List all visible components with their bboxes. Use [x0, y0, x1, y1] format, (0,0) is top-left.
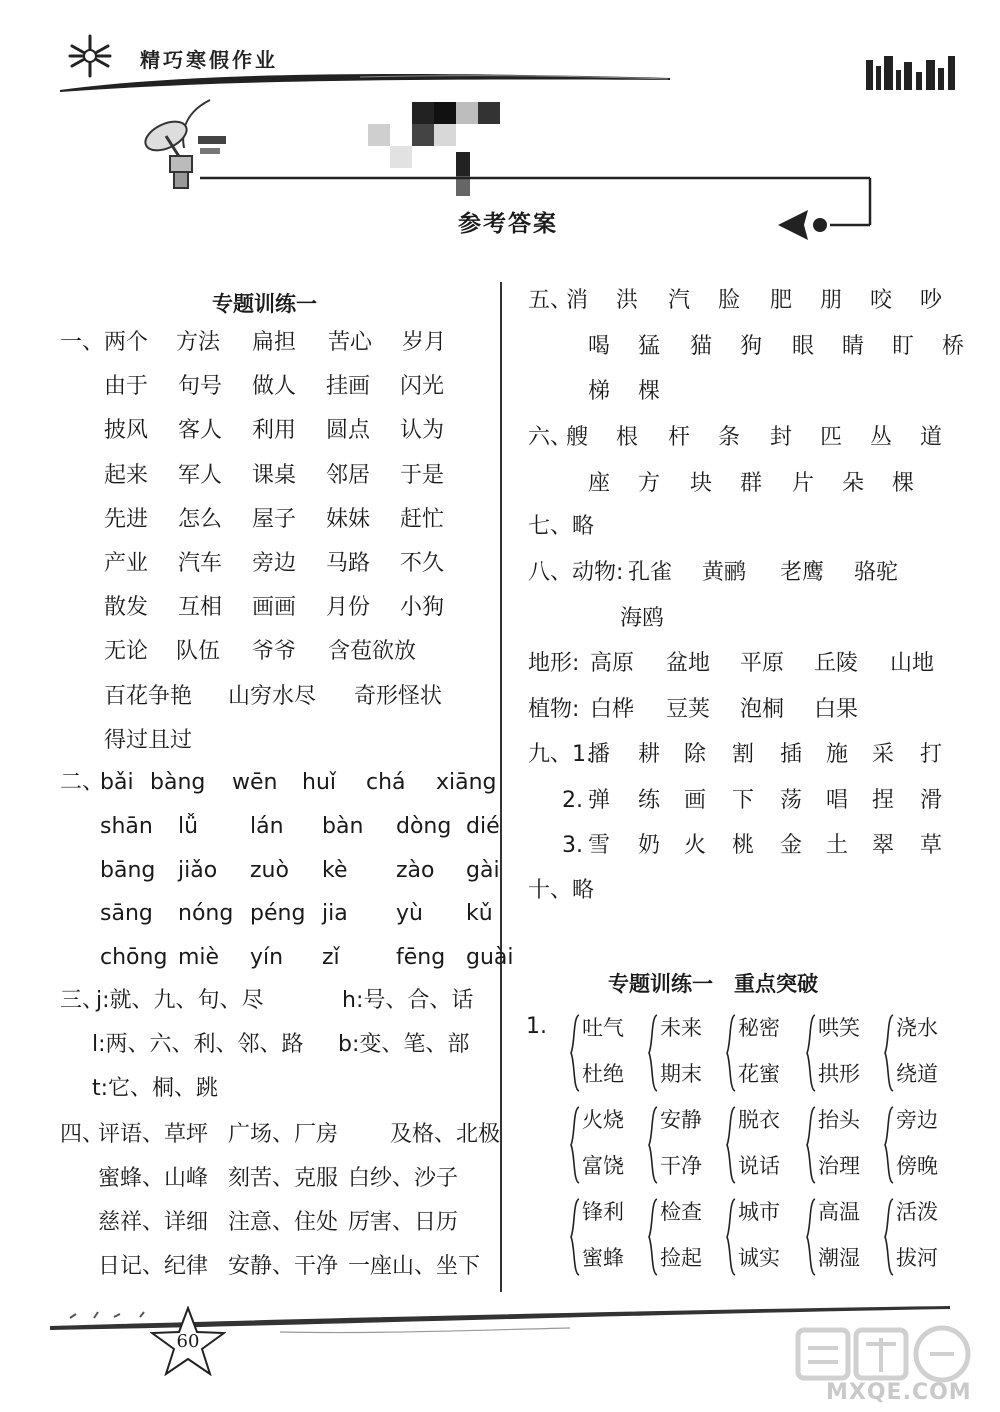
word-pair — [648, 1012, 720, 1094]
q2-item: zào — [396, 857, 435, 883]
word-pair — [726, 1104, 798, 1186]
pair-word-top: 检查 — [660, 1200, 702, 1224]
brace-icon — [570, 1014, 580, 1092]
pair-word-top: 城市 — [738, 1200, 780, 1224]
q1-row — [104, 593, 504, 623]
q8-item: 高原 — [590, 651, 635, 676]
q9-item: 练 — [638, 787, 661, 813]
q1-item: 画画 — [252, 595, 297, 621]
brace-icon — [884, 1014, 894, 1092]
q2-item: xiāng — [436, 770, 497, 795]
q1-item: 奇形怪状 — [354, 683, 443, 709]
section-title-left: 专题训练一 — [212, 292, 317, 316]
q1-item: 先进 — [104, 506, 149, 532]
q6-item: 棵 — [892, 470, 915, 496]
pair-word-top: 锋利 — [582, 1200, 624, 1224]
q3-item: l:两、六、利、邻、路 — [92, 1032, 304, 1057]
q6-item: 丛 — [870, 425, 893, 450]
pair-word-bottom: 期末 — [660, 1062, 702, 1086]
q2-item: bàn — [322, 813, 364, 839]
q6-marker: 六、 — [528, 425, 573, 450]
q2-item: chōng — [100, 945, 168, 971]
q9-item: 除 — [684, 742, 707, 767]
pair-word-bottom: 花蜜 — [738, 1062, 780, 1086]
q8-item: 山地 — [890, 651, 935, 676]
pair-word-bottom: 绕道 — [896, 1062, 938, 1086]
q8-item: 骆驼 — [854, 560, 899, 585]
pair-word-top: 未来 — [660, 1016, 702, 1040]
q1-item: 互相 — [178, 595, 223, 621]
q1-item: 邻居 — [326, 462, 371, 488]
q1-item: 利用 — [252, 418, 297, 444]
q8-row — [528, 695, 968, 725]
word-pair — [806, 1012, 878, 1094]
q2-item: miè — [178, 945, 220, 971]
pair-word-top: 旁边 — [896, 1108, 938, 1132]
q1-item: 散发 — [104, 595, 149, 621]
brace-icon — [884, 1198, 894, 1276]
q5-item: 洪 — [616, 288, 639, 313]
q1-item: 句号 — [178, 374, 223, 400]
q6-item: 片 — [792, 470, 815, 496]
q5-item: 朋 — [820, 288, 843, 313]
pair-word-top: 秘密 — [738, 1016, 780, 1040]
page-number: 60 — [176, 1331, 200, 1352]
q1-item: 客人 — [178, 418, 223, 444]
q1-item: 披风 — [104, 418, 149, 444]
q1-item: 小狗 — [400, 595, 445, 621]
q9-marker: 九、1. — [528, 742, 593, 767]
q9-item: 火 — [684, 833, 707, 858]
q1-item: 起来 — [104, 462, 149, 488]
q9-item: 土 — [826, 833, 849, 858]
q5-item: 猛 — [638, 333, 661, 359]
pair-word-top: 高温 — [818, 1200, 860, 1224]
q6-item: 根 — [616, 425, 639, 450]
q1-row — [60, 328, 460, 358]
q1-row — [104, 372, 504, 402]
q9-marker: 3. — [562, 833, 583, 858]
q9-item: 打 — [920, 742, 943, 767]
q5-row — [558, 332, 998, 362]
brace-icon — [570, 1106, 580, 1184]
q9-item: 雪 — [588, 833, 611, 858]
q9-item: 奶 — [638, 833, 661, 858]
q3-item: b:变、笔、部 — [338, 1032, 470, 1057]
q6-item: 艘 — [566, 425, 589, 450]
pair-word-bottom: 诚实 — [738, 1246, 780, 1270]
answer-q10: 十、略 — [528, 878, 595, 903]
q6-row — [528, 423, 968, 453]
pair-word-top: 浇水 — [896, 1016, 938, 1040]
q8-row — [620, 604, 968, 634]
pair-word-bottom: 富饶 — [582, 1154, 624, 1178]
q8-item: 老鹰 — [780, 560, 825, 585]
q9-item: 滑 — [920, 787, 943, 813]
q4-marker: 四、 — [60, 1122, 105, 1147]
q9-row — [528, 740, 968, 770]
q1-item: 军人 — [178, 462, 223, 488]
q8-row — [528, 649, 968, 679]
q2-item: chá — [366, 770, 406, 795]
pair-word-top: 吐气 — [582, 1016, 624, 1040]
q5-row — [558, 377, 998, 407]
q1-item: 认为 — [400, 418, 445, 444]
q6-item: 座 — [588, 470, 611, 496]
q1-item: 妹妹 — [326, 506, 371, 532]
q4-item: 及格、北极 — [390, 1122, 501, 1147]
brace-icon — [884, 1106, 894, 1184]
word-pair — [884, 1012, 956, 1094]
q2-item: wēn — [232, 770, 278, 795]
q8-item: 豆荚 — [666, 696, 711, 722]
q2-item: nóng — [178, 901, 234, 927]
word-pair — [726, 1012, 798, 1094]
q9-row — [562, 831, 968, 861]
q8-item: 平原 — [740, 651, 785, 676]
q1-item: 月份 — [326, 595, 371, 621]
pair-word-bottom: 潮湿 — [818, 1246, 860, 1270]
q2-item: jia — [322, 901, 348, 927]
q4-item: 注意、住处 — [228, 1210, 339, 1235]
q9-item: 插 — [780, 742, 803, 767]
q1-row — [104, 549, 504, 579]
brace-icon — [648, 1106, 658, 1184]
q1-item: 闪光 — [400, 374, 445, 400]
q2-item: jiǎo — [178, 857, 218, 883]
q5-item: 喝 — [588, 333, 611, 359]
q8-item: 盆地 — [666, 651, 711, 676]
q1-item: 岁月 — [402, 330, 447, 355]
q1-item: 方法 — [176, 330, 221, 355]
q4-item: 刻苦、克服 — [228, 1166, 339, 1191]
q4-item: 白纱、沙子 — [348, 1166, 459, 1191]
q5-item: 狗 — [740, 333, 763, 359]
q1-item: 于是 — [400, 462, 445, 488]
pair-word-top: 安静 — [660, 1108, 702, 1132]
q8-row — [528, 558, 968, 588]
pair-word-bottom: 说话 — [738, 1154, 780, 1178]
q1-item: 马路 — [326, 551, 371, 576]
q5-item: 盯 — [892, 333, 915, 359]
q4-row — [60, 1120, 501, 1150]
q6-item: 道 — [920, 425, 943, 450]
q6-item: 方 — [638, 470, 661, 496]
q9-item: 桃 — [732, 833, 755, 858]
pair-word-bottom: 治理 — [818, 1154, 860, 1178]
pair-word-top: 抬头 — [818, 1108, 860, 1132]
q3-marker: 三、 — [60, 988, 105, 1013]
pair-word-top: 活泼 — [896, 1200, 938, 1224]
q1-item: 爷爷 — [252, 639, 297, 665]
q3-row — [60, 986, 480, 1016]
word-pair — [884, 1196, 956, 1278]
q6-item: 条 — [718, 425, 741, 450]
q1-row — [104, 416, 504, 446]
q8-item: 黄鹂 — [702, 560, 747, 585]
q2-row — [60, 768, 497, 798]
q1-row — [104, 637, 504, 667]
brace-icon — [726, 1198, 736, 1276]
q2-item: bàng — [150, 770, 206, 795]
pair-word-bottom: 傍晚 — [896, 1154, 938, 1178]
q6-item: 群 — [740, 470, 763, 496]
pair-word-bottom: 干净 — [660, 1154, 702, 1178]
q1-item: 怎么 — [178, 506, 223, 532]
q1-item: 含苞欲放 — [328, 639, 417, 665]
q1-marker: 一、 — [60, 330, 105, 355]
q4-item: 蜜蜂、山峰 — [98, 1166, 209, 1191]
q2-row — [100, 943, 514, 973]
q1-item: 队伍 — [176, 639, 221, 665]
word-pair — [648, 1196, 720, 1278]
q9-item: 采 — [872, 742, 895, 767]
q2-item: gài — [466, 857, 500, 883]
q9-item: 耕 — [638, 742, 661, 767]
q1-item: 旁边 — [252, 551, 297, 576]
series-title: 精巧寒假作业 — [140, 48, 278, 72]
q1-row — [104, 682, 504, 712]
q4-item: 安静、干净 — [228, 1254, 339, 1279]
pair-word-bottom: 拱形 — [818, 1062, 860, 1086]
q2-marker: 二、 — [60, 770, 105, 795]
pair-word-bottom: 捡起 — [660, 1246, 702, 1270]
q6-item: 匹 — [820, 425, 843, 450]
q4-row — [98, 1164, 498, 1194]
q8-item: 丘陵 — [814, 651, 859, 676]
brace-icon — [726, 1106, 736, 1184]
q9-item: 金 — [780, 833, 803, 858]
q5-item: 眼 — [792, 333, 815, 359]
q1-item: 两个 — [104, 330, 149, 355]
q9-item: 唱 — [826, 787, 849, 813]
q8-item: 泡桐 — [740, 696, 785, 722]
q2-item: zuò — [250, 857, 289, 883]
q2-item: lǚ — [178, 813, 199, 839]
q1-item: 汽车 — [178, 551, 223, 576]
q5-item: 睛 — [842, 333, 865, 359]
q3-item: j:就、九、句、尽 — [96, 988, 264, 1013]
q8-marker: 八、动物: — [528, 560, 624, 585]
q9-marker: 2. — [562, 787, 583, 813]
q3-item: h:号、合、话 — [342, 988, 474, 1013]
q9-item: 草 — [920, 833, 943, 858]
q3-row — [92, 1074, 512, 1104]
q1-item: 挂画 — [326, 374, 371, 400]
q8-item: 孔雀 — [628, 560, 673, 585]
q8-item: 白果 — [814, 696, 859, 722]
q2-item: kè — [322, 857, 348, 883]
watermark-url: MXQE.COM — [826, 1380, 972, 1405]
q1-item: 得过且过 — [104, 727, 193, 753]
pair-word-top: 火烧 — [582, 1108, 624, 1132]
q4-row — [98, 1252, 498, 1282]
q9-item: 画 — [684, 787, 707, 813]
word-pair — [570, 1012, 642, 1094]
q1-item: 由于 — [104, 374, 149, 400]
word-pair — [806, 1104, 878, 1186]
q2-item: kǔ — [466, 901, 493, 927]
q2-item: yù — [396, 901, 423, 927]
q4-item: 慈祥、详细 — [98, 1210, 209, 1235]
q1-item: 屋子 — [252, 506, 297, 532]
q5-item: 消 — [566, 288, 589, 313]
q9-item: 翠 — [872, 833, 895, 858]
q4-row — [98, 1208, 498, 1238]
q5-item: 吵 — [920, 288, 943, 313]
word-pair — [726, 1196, 798, 1278]
brace-icon — [806, 1014, 816, 1092]
q1-item: 产业 — [104, 551, 149, 576]
q5-item: 棵 — [638, 379, 661, 404]
pair-word-bottom: 杜绝 — [582, 1062, 624, 1086]
q1-item: 山穷水尽 — [228, 683, 317, 709]
q1-row — [104, 505, 504, 535]
brace-icon — [806, 1198, 816, 1276]
q4-item: 厉害、日历 — [348, 1210, 459, 1235]
q5-item: 脸 — [718, 288, 741, 313]
q5-item: 肥 — [770, 288, 793, 313]
q8-item: 白桦 — [590, 696, 635, 722]
q1-item: 无论 — [104, 639, 149, 665]
q1-item: 做人 — [252, 374, 297, 400]
answer-title: 参考答案 — [458, 211, 558, 237]
q2-item: sāng — [100, 901, 153, 927]
brace-icon — [726, 1014, 736, 1092]
q9-item: 播 — [588, 742, 611, 767]
answer-q7: 七、略 — [528, 514, 595, 539]
q5-row — [528, 286, 968, 316]
ink-splash-decoration — [862, 52, 958, 94]
q2-item: guài — [466, 945, 514, 971]
q4-item: 日记、纪律 — [98, 1254, 209, 1279]
q2-item: bāng — [100, 857, 156, 883]
pair-word-bottom: 蜜蜂 — [582, 1246, 624, 1270]
q5-marker: 五、 — [528, 288, 573, 313]
section-title-key-points: 专题训练一 重点突破 — [608, 972, 818, 996]
q1-item: 不久 — [400, 551, 445, 576]
q2-item: yín — [250, 945, 284, 971]
q8-marker: 植物: — [528, 696, 580, 722]
q9-item: 捏 — [872, 787, 895, 813]
q9-item: 施 — [826, 742, 849, 767]
q9-item: 荡 — [780, 787, 803, 813]
q6-item: 块 — [690, 470, 713, 496]
pair-word-top: 哄笑 — [818, 1016, 860, 1040]
q2-item: fēng — [396, 945, 446, 971]
q8-marker: 地形: — [528, 651, 580, 676]
q4-item: 一座山、坐下 — [348, 1254, 481, 1279]
q6-item: 杆 — [668, 425, 691, 450]
q1-row — [104, 461, 504, 491]
pair-word-bottom: 拔河 — [896, 1246, 938, 1270]
q5-item: 咬 — [870, 288, 893, 313]
q1-item: 百花争艳 — [104, 683, 193, 709]
q2-item: huǐ — [302, 770, 336, 795]
q2-item: lán — [250, 813, 284, 839]
q2-row — [100, 812, 500, 842]
q2-item: zǐ — [322, 945, 340, 971]
q9-item: 弹 — [588, 787, 611, 813]
q2-row — [100, 856, 500, 886]
brace-icon — [648, 1014, 658, 1092]
q2-row — [100, 899, 500, 929]
pair-word-top: 脱衣 — [738, 1108, 780, 1132]
q6-item: 朵 — [842, 470, 865, 496]
q3-row — [92, 1030, 512, 1060]
q9-item: 割 — [732, 742, 755, 767]
brace-icon — [806, 1106, 816, 1184]
q8-item: 海鸥 — [620, 605, 665, 631]
q5-item: 汽 — [668, 288, 691, 313]
q1-item: 赶忙 — [400, 506, 445, 532]
brace-icon — [648, 1198, 658, 1276]
q5-item: 猫 — [690, 333, 713, 359]
q5-item: 桥 — [942, 333, 965, 359]
q1-item: 课桌 — [252, 462, 297, 488]
q4-item: 评语、草坪 — [98, 1122, 209, 1147]
q5-item: 梯 — [588, 379, 611, 404]
q4-item: 广场、厂房 — [228, 1122, 339, 1147]
q2-item: bǎi — [100, 770, 134, 795]
q9-row — [562, 786, 968, 816]
q2-item: dié — [466, 813, 500, 839]
q2-item: péng — [250, 901, 306, 927]
word-pair — [570, 1104, 642, 1186]
word-pair — [570, 1196, 642, 1278]
q2-item: shān — [100, 813, 153, 839]
q1-item: 苦心 — [328, 330, 373, 355]
q3-item: t:它、桐、跳 — [92, 1076, 219, 1101]
header-brush-stroke — [60, 68, 670, 94]
word-pair — [648, 1104, 720, 1186]
q1-row — [104, 726, 504, 756]
q2-item: dòng — [396, 813, 452, 839]
brace-icon — [570, 1198, 580, 1276]
pair-list-marker: 1. — [526, 1014, 547, 1039]
q1-item: 扁担 — [252, 330, 297, 355]
word-pair — [884, 1104, 956, 1186]
q6-item: 封 — [770, 425, 793, 450]
word-pair — [806, 1196, 878, 1278]
q9-item: 下 — [732, 787, 755, 813]
q6-row — [558, 469, 998, 499]
q1-item: 圆点 — [326, 418, 371, 444]
